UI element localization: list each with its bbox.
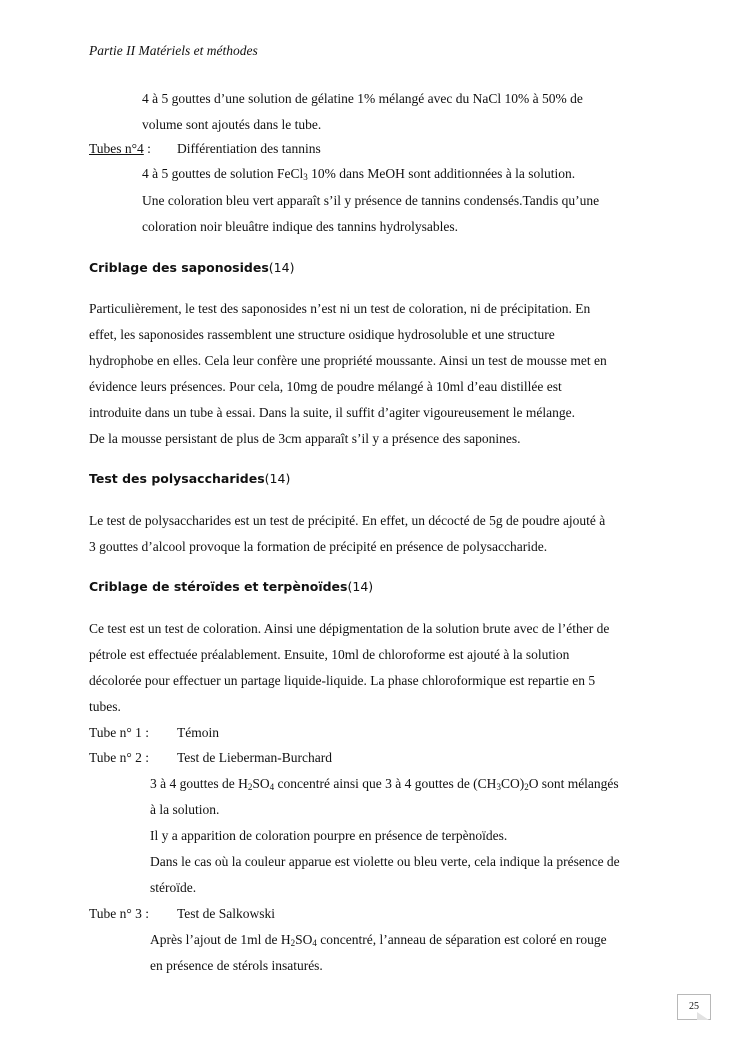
t2-l1-a: 3 à 4 gouttes de H [150, 776, 248, 791]
tube4-label: Tubes n°4 [89, 141, 144, 156]
page-fold-decoration [697, 1012, 709, 1020]
tube2-title: Test de Lieberman-Burchard [177, 750, 332, 765]
saponosides-heading [89, 260, 294, 275]
tube1-label: Tube n° 1 : [89, 725, 150, 740]
tube4-line-1-a: 4 à 5 gouttes de solution FeCl [142, 166, 304, 181]
tube4-line-1-b: 10% dans MeOH sont additionnées à la solution. [307, 166, 576, 181]
tube2-line-2: à la solution. [150, 802, 220, 817]
steroides-line-3: décolorée pour effectuer un partage liquide-liquide. La phase chloroformique est repartie en 5 [89, 673, 596, 688]
tube3-row [89, 906, 276, 922]
t2-l1-e: O sont mélangés [528, 776, 619, 791]
tube2-row [89, 750, 332, 766]
t3-l1-b: SO [295, 932, 313, 947]
t2-l1-s1: 2 [247, 782, 253, 792]
gelatine-line-1: 4 à 5 gouttes d’une solution de gélatine 1% mélangé avec du NaCl 10% à 50% de [142, 91, 583, 106]
tube2-line-4: Dans le cas où la couleur apparue est violette ou bleu verte, cela indique la présence de [150, 854, 620, 869]
tube2-line-5: stéroïde. [150, 880, 197, 895]
t2-l1-d: CO) [500, 776, 525, 791]
steroides-ref: (14) [347, 579, 374, 594]
polysaccharides-ref: (14) [264, 471, 291, 486]
saponosides-line-5: introduite dans un tube à essai. Dans la suite, il suffit d’agiter vigoureusement le mélange. [89, 405, 575, 420]
t2-l1-s4: 2 [524, 782, 529, 792]
saponosides-line-6: De la mousse persistant de plus de 3cm apparaît s’il y a présence des saponines. [89, 431, 521, 446]
gelatine-line-2: volume sont ajoutés dans le tube. [142, 117, 322, 132]
tube4-row [89, 141, 321, 157]
tube4-line-2: Une coloration bleu vert apparaît s’il y présence de tannins condensés.Tandis qu’une [142, 193, 600, 208]
t2-l1-s3: 3 [496, 782, 501, 792]
tube3-line-2: en présence de stérols insaturés. [150, 958, 323, 973]
tube2-label: Tube n° 2 : [89, 750, 150, 765]
saponosides-ref: (14) [268, 260, 295, 275]
running-header: Partie II Matériels et méthodes [89, 43, 258, 58]
tube3-title: Test de Salkowski [177, 906, 276, 921]
tube2-line-3: Il y a apparition de coloration pourpre en présence de terpènoïdes. [150, 828, 508, 843]
saponosides-line-2: effet, les saponosides rassemblent une structure osidique hydrosoluble et une structure [89, 327, 555, 342]
tube3-line-1 [150, 932, 607, 948]
t2-l1-c: concentré ainsi que 3 à 4 gouttes de (CH [274, 776, 497, 791]
steroides-line-4: tubes. [89, 699, 121, 714]
t3-l1-a: Après l’ajout de 1ml de H [150, 932, 291, 947]
t2-l1-b: SO [252, 776, 270, 791]
t2-l1-s2: 4 [269, 782, 275, 792]
tube4-line-1-sub: 3 [303, 172, 308, 182]
tube3-label: Tube n° 3 : [89, 906, 150, 921]
tube2-line-1 [150, 776, 619, 792]
steroides-line-1: Ce test est un test de coloration. Ainsi une dépigmentation de la solution brute avec de l’éther de [89, 621, 610, 636]
polysaccharides-title: Test des polysaccharides [89, 471, 265, 486]
steroides-heading [89, 579, 373, 594]
polysaccharides-line-1: Le test de polysaccharides est un test de précipité. En effet, un décocté de 5g de poudre ajouté à [89, 513, 606, 528]
tube4-line-3: coloration noir bleuâtre indique des tannins hydrolysables. [142, 219, 459, 234]
tube1-row [89, 725, 219, 741]
page-number: 25 [677, 994, 711, 1020]
tube4-title: Différentiation des tannins [177, 141, 321, 156]
polysaccharides-line-2: 3 gouttes d’alcool provoque la formation de précipité en présence de polysaccharide. [89, 539, 548, 554]
saponosides-title: Criblage des saponosides [89, 260, 269, 275]
tube4-colon: : [143, 141, 151, 156]
saponosides-line-3: hydrophobe en elles. Cela leur confère une propriété moussante. Ainsi un test de mousse met en [89, 353, 607, 368]
t3-l1-s2: 4 [312, 938, 317, 948]
saponosides-line-4: évidence leurs présences. Pour cela, 10mg de poudre mélangé à 10ml d’eau distillée est [89, 379, 562, 394]
t3-l1-s1: 2 [290, 938, 296, 948]
steroides-line-2: pétrole est effectuée préalablement. Ensuite, 10ml de chloroforme est ajouté à la solution [89, 647, 570, 662]
t3-l1-c: concentré, l’anneau de séparation est coloré en rouge [316, 932, 607, 947]
polysaccharides-heading [89, 471, 290, 486]
tube4-line-1 [142, 166, 575, 182]
tube1-title: Témoin [177, 725, 219, 740]
steroides-title: Criblage de stéroïdes et terpènoïdes [89, 579, 348, 594]
saponosides-line-1: Particulièrement, le test des saponosides n’est ni un test de coloration, ni de précipitation. En [89, 301, 591, 316]
